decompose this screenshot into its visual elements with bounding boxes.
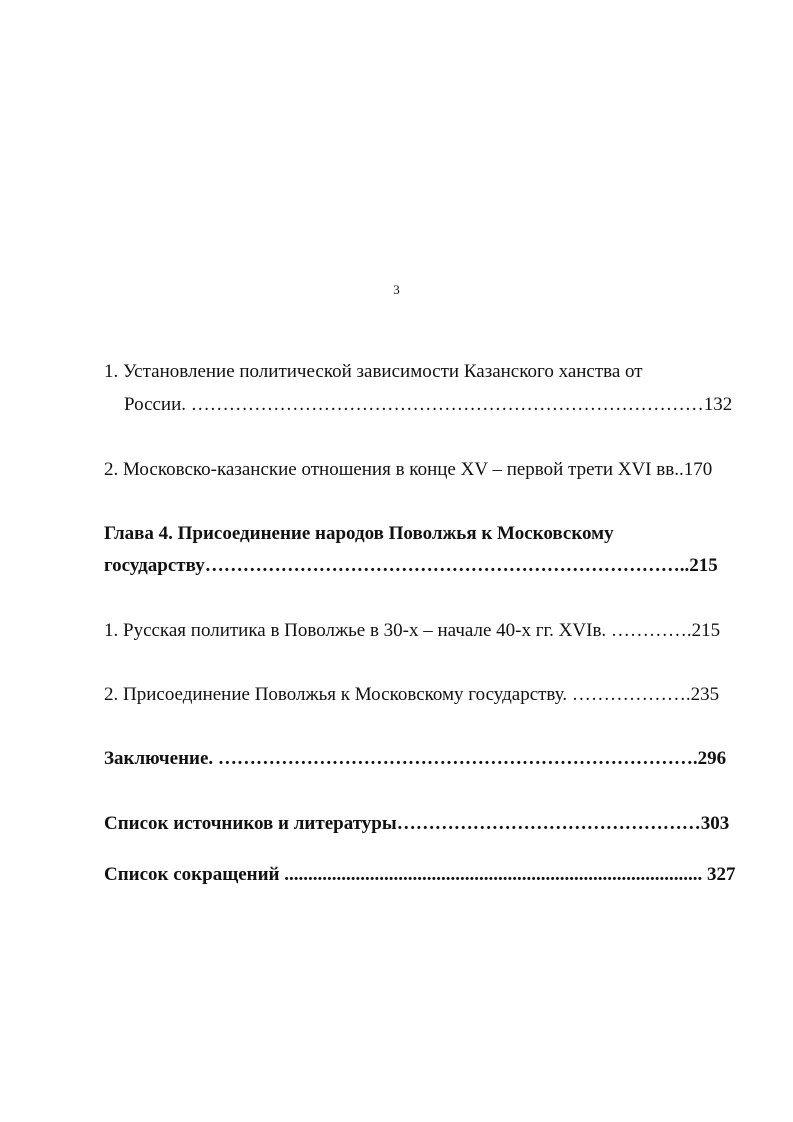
toc-entry-4: 2. Присоединение Поволжья к Московскому государству. ……………….235: [104, 684, 720, 705]
toc-chapter-4-line-1: Глава 4. Присоединение народов Поволжья к Московскому: [104, 523, 614, 544]
toc-abbreviations: Список сокращений ........................................................................................ 327: [104, 864, 736, 885]
toc-conclusion: Заключение. ………………………………………………………………….296: [104, 748, 727, 769]
toc-entry-1-line-2: России. ………………………………………………………………………132: [124, 394, 733, 415]
toc-entry-3: 1. Русская политика в Поволжье в 30-х – начале 40-х гг. XVIв. ………….215: [104, 620, 721, 641]
toc-chapter-4-line-2: государству…………………………………………………………………..215: [104, 555, 718, 576]
toc-sources: Список источников и литературы…………………………………………303: [104, 813, 730, 834]
page-number: 3: [393, 282, 400, 297]
toc-entry-2: 2. Московско-казанские отношения в конце XV – первой трети XVI вв..170: [104, 459, 713, 480]
toc-entry-1-line-1: 1. Установление политической зависимости Казанского ханства от: [104, 361, 643, 382]
